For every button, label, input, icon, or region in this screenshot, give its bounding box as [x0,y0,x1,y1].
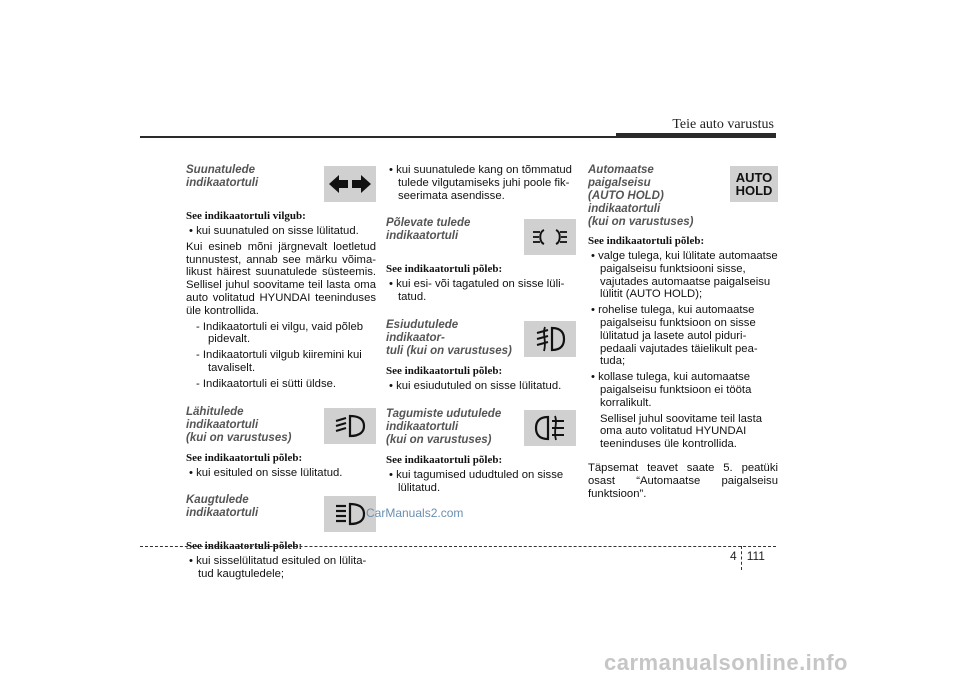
column-2 [386,164,576,497]
low-beam-icon [324,408,376,444]
bullet-item: • kui esi- või tagatuled on sisse lülitatud. [389,278,565,304]
section-title: Kaugtulede indikaatortuli [186,494,259,520]
section-title: Põlevate tulede indikaatortuli [386,217,471,243]
header-rule-accent [616,133,776,138]
column-1 [186,164,376,584]
chapter-number: 4 [730,549,737,563]
section-lights-on [386,217,576,257]
bullet-item: • kui suunatulede kang on tõmmatud tulede vilgutamiseks juhi poole fikseerimata asendisse. [389,164,572,202]
auto-hold-icon-line2: HOLD [735,183,773,198]
turn-signal-arrows-icon [324,166,376,202]
section-high-beam [186,494,376,534]
bullet-item: • kui esiudutuled on sisse lülitatud. [389,379,562,392]
section-low-beam [186,406,376,446]
paragraph: Kui esineb mõni järgnevalt loetletud tunnustest, annab see märku võimalikust häirest suunatulede süsteemis. Sellisel juhul soovitame teil lasta oma auto volitatud HYUNDAI teeninduses üle kontrollida. [186,240,376,317]
subheading: See indikaatortuli põleb: [386,364,503,377]
footer-rule [140,546,776,547]
bullet-item: • kui esituled on sisse lülitatud. [189,466,343,479]
rear-fog-lamp-icon [524,410,576,446]
bullet-item: • kui suunatuled on sisse lülitatud. [189,225,359,237]
section-auto-hold [588,164,778,229]
dash-item: - Indikaatortuli ei sütti üldse. [196,377,337,390]
section-title: Tagumiste udutulede indikaatortuli (kui on varustuses) [386,407,502,446]
page-number-value: 111 [746,549,765,563]
dash-item: - Indikaatortuli vilgub kiiremini kui tavaliselt. [196,349,362,374]
tail-lamp-icon [524,219,576,255]
section-title: Automaatse paigalseisu (AUTO HOLD) indikaatortuli (kui on varustuses) [588,164,694,228]
subheading: See indikaatortuli põleb: [186,451,303,464]
column-3 [588,164,778,503]
section-front-fog [386,319,576,359]
subheading: See indikaatortuli põleb: [386,453,503,466]
note-paragraph: Sellisel juhul soovitame teil lasta oma auto volitatud HYUNDAI teeninduses üle kontrollida. [600,412,763,451]
auto-hold-icon [730,166,778,202]
header-title: Teie auto varustus [672,117,774,132]
auto-hold-icon-line1: AUTO [735,170,773,185]
bottom-watermark: carmanualsonline.info [604,650,848,675]
bullet-item: • kui sisselülitatud esituled on lülitatud kaugtuledele; [189,555,367,581]
bullet-item: • kui tagumised ududtuled on sisse lülitatud. [389,468,564,494]
subheading: See indikaatortuli põleb: [588,235,705,247]
front-fog-lamp-icon [524,321,576,357]
page-number [730,549,765,563]
section-title: Esiudutulede indikaator- tuli (kui on varustuses) [386,318,512,357]
section-title: Lähitulede indikaatortuli (kui on varustuses) [186,405,292,444]
section-title: Suunatulede indikaatortuli [186,164,259,189]
bullet-item: • rohelise tulega, kui automaatse paigalseisu funktsioon on sisse lülitatud ja lasete autol piduripedaali vajutades täielikult peatuda; [591,304,758,368]
subheading: See indikaatortuli vilgub: [186,210,306,222]
section-rear-fog [386,408,576,448]
paragraph: Täpsemat teavet saate 5. peatüki osast “Automaatse paigalseisu funktsioon”. [588,461,778,500]
bullet-item: • kollase tulega, kui automaatse paigalseisu funktsioon ei tööta korralikult. [591,371,752,409]
section-turn-signal [186,164,376,204]
watermark-link[interactable]: CarManuals2.com [366,506,464,520]
subheading: See indikaatortuli põleb: [186,540,303,553]
bullet-item: • valge tulega, kui lülitate automaatse paigalseisu funktsiooni sisse, vajutades automaatse paigalseisu lülitit (AUTO HOLD); [591,250,778,301]
dash-item: - Indikaatortuli ei vilgu, vaid põleb pidevalt. [196,320,364,346]
subheading: See indikaatortuli põleb: [386,263,503,276]
